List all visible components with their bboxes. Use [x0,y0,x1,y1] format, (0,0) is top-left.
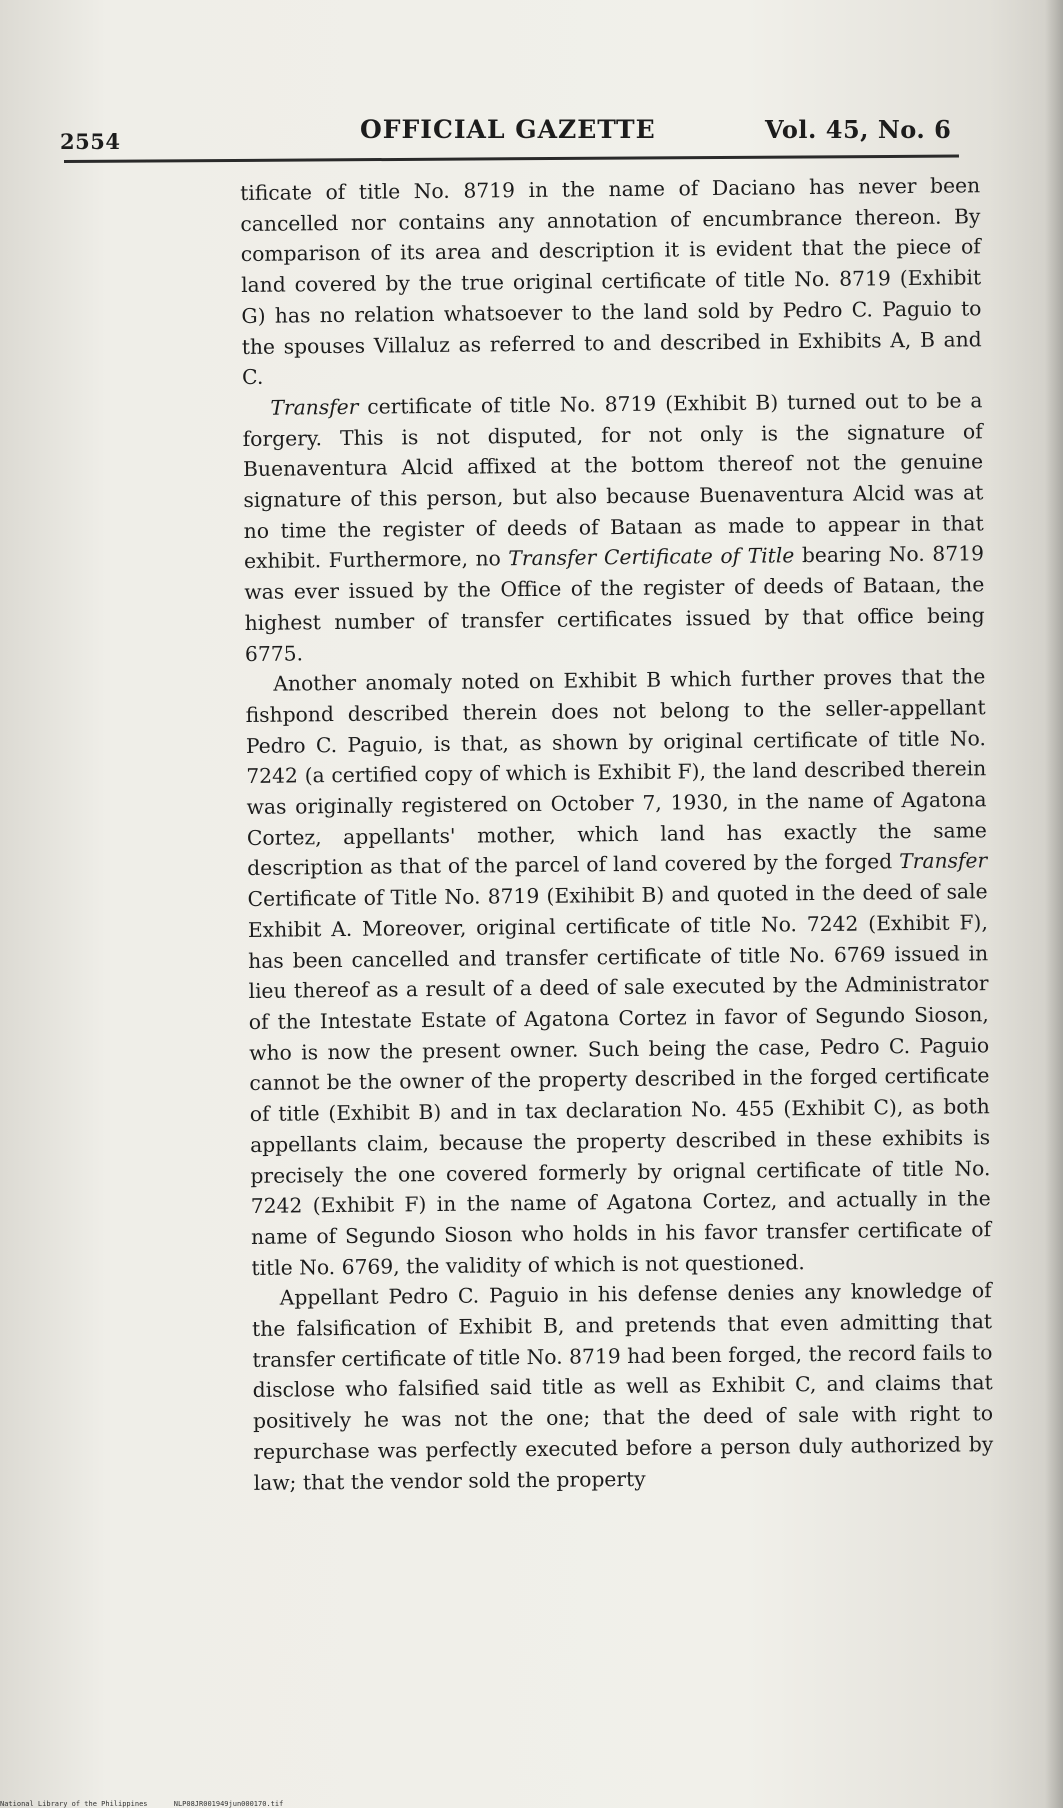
paragraph-1 [240,170,982,393]
paragraph-3-text-b: Certificate of Title No. 8719 (Exihibit B) and quoted in the deed of sale Exhibit A. Moreover, original certificate of title No. 7242 (Exhibit F), has been cancelled and transfer certificate of title No. 6769 issued in lieu thereof as a result of a deed of sale executed by the Administrator of the Intestate Estate of Agatona Cortez in favor of Segundo Sioson, who is now the present owner. Such being the case, Pedro C. Paguio cannot be the owner of the property described in the forged certificate of title (Exhibit B) and in tax declaration No. 455 (Exhibit C), as both appellants claim, because the property described in these exhibits is precisely the one covered formerly by orignal certificate of title No. 7242 (Exhibit F) in the name of Agatona Cortez, and actually in the name of Segundo Sioson who holds in his favor transfer certificate of title No. 6769, the validity of which is not questioned. [247,879,992,1280]
paragraph-4-text: Appellant Pedro C. Paguio in his defense denies any knowledge of the falsification of Exhibit B, and pretends that even admitting that transfer certificate of title No. 8719 had been forged, the record fails to disclose who falsified said title as well as Exhibit C, and claims that positively he was not the one; that the deed of sale with right to repurchase was perfectly executed before a person duly authorized by law; that the vendor sold the property [251,1278,994,1495]
scan-footer [0,1800,305,1808]
page-number: 2554 [60,129,121,154]
running-header [0,95,1063,155]
scan-file: NLP08JR001949jun000170.tif [173,1800,284,1808]
paragraph-1-text: tificate of title No. 8719 in the name of Daciano has never been cancelled nor contains any annotation of encumbrance thereon. By comparison of its area and description it is evident that the piece of land covered by the true original certificate of title No. 8719 (Exhibit G) has no relation whatsoever to the land sold by Pedro C. Paguio to the spouses Villaluz as referred to and described in Exhibits A, B and C. [240,173,982,390]
paragraph-2-italic-title: Transfer Certificate of Title [508,543,795,571]
paragraph-4 [252,1276,994,1499]
volume-issue: Vol. 45, No. 6 [765,115,952,144]
paragraph-2-text-a: certificate of title No. 8719 (Exhibit B) turned out to be a forgery. This is not disputed, for not only is the signature of Buenaventura Alcid affixed at the bottom thereof not the genuine signature of this person, but also because Buenaventura Alcid was at no time the register of deeds of Bataan as made to appear in that exhibit. Furthermore, no [242,388,984,574]
scan-source: National Library of the Philippines [0,1800,148,1808]
paragraph-3-italic: Transfer [899,848,988,874]
header-rule [64,155,959,163]
paragraph-3-text-a: Another anomaly noted on Exhibit B which further proves that the fishpond described therein does not belong to the seller-appellant Pedro C. Paguio, is that, as shown by original certificate of title No. 7242 (a certified copy of which is Exhibit F), the land described therein was originally registered on October 7, 1930, in the name of Agatona Cortez, appellants' mother, which land has exactly the same description as that of the parcel of land covered by the forged [245,664,987,881]
journal-title: OFFICIAL GAZETTE [360,115,656,144]
paragraph-2 [242,385,985,669]
paragraph-3 [245,661,991,1283]
article-body [240,170,994,1498]
paragraph-2-italic-lead: Transfer [270,394,359,420]
paragraph-2-text-b: bearing No. 8719 was ever issued by the Office of the register of deeds of Bataan, the highest number of transfer certificates issued by that office being 6775. [244,541,985,666]
page-edge-shadow [1045,0,1063,1808]
